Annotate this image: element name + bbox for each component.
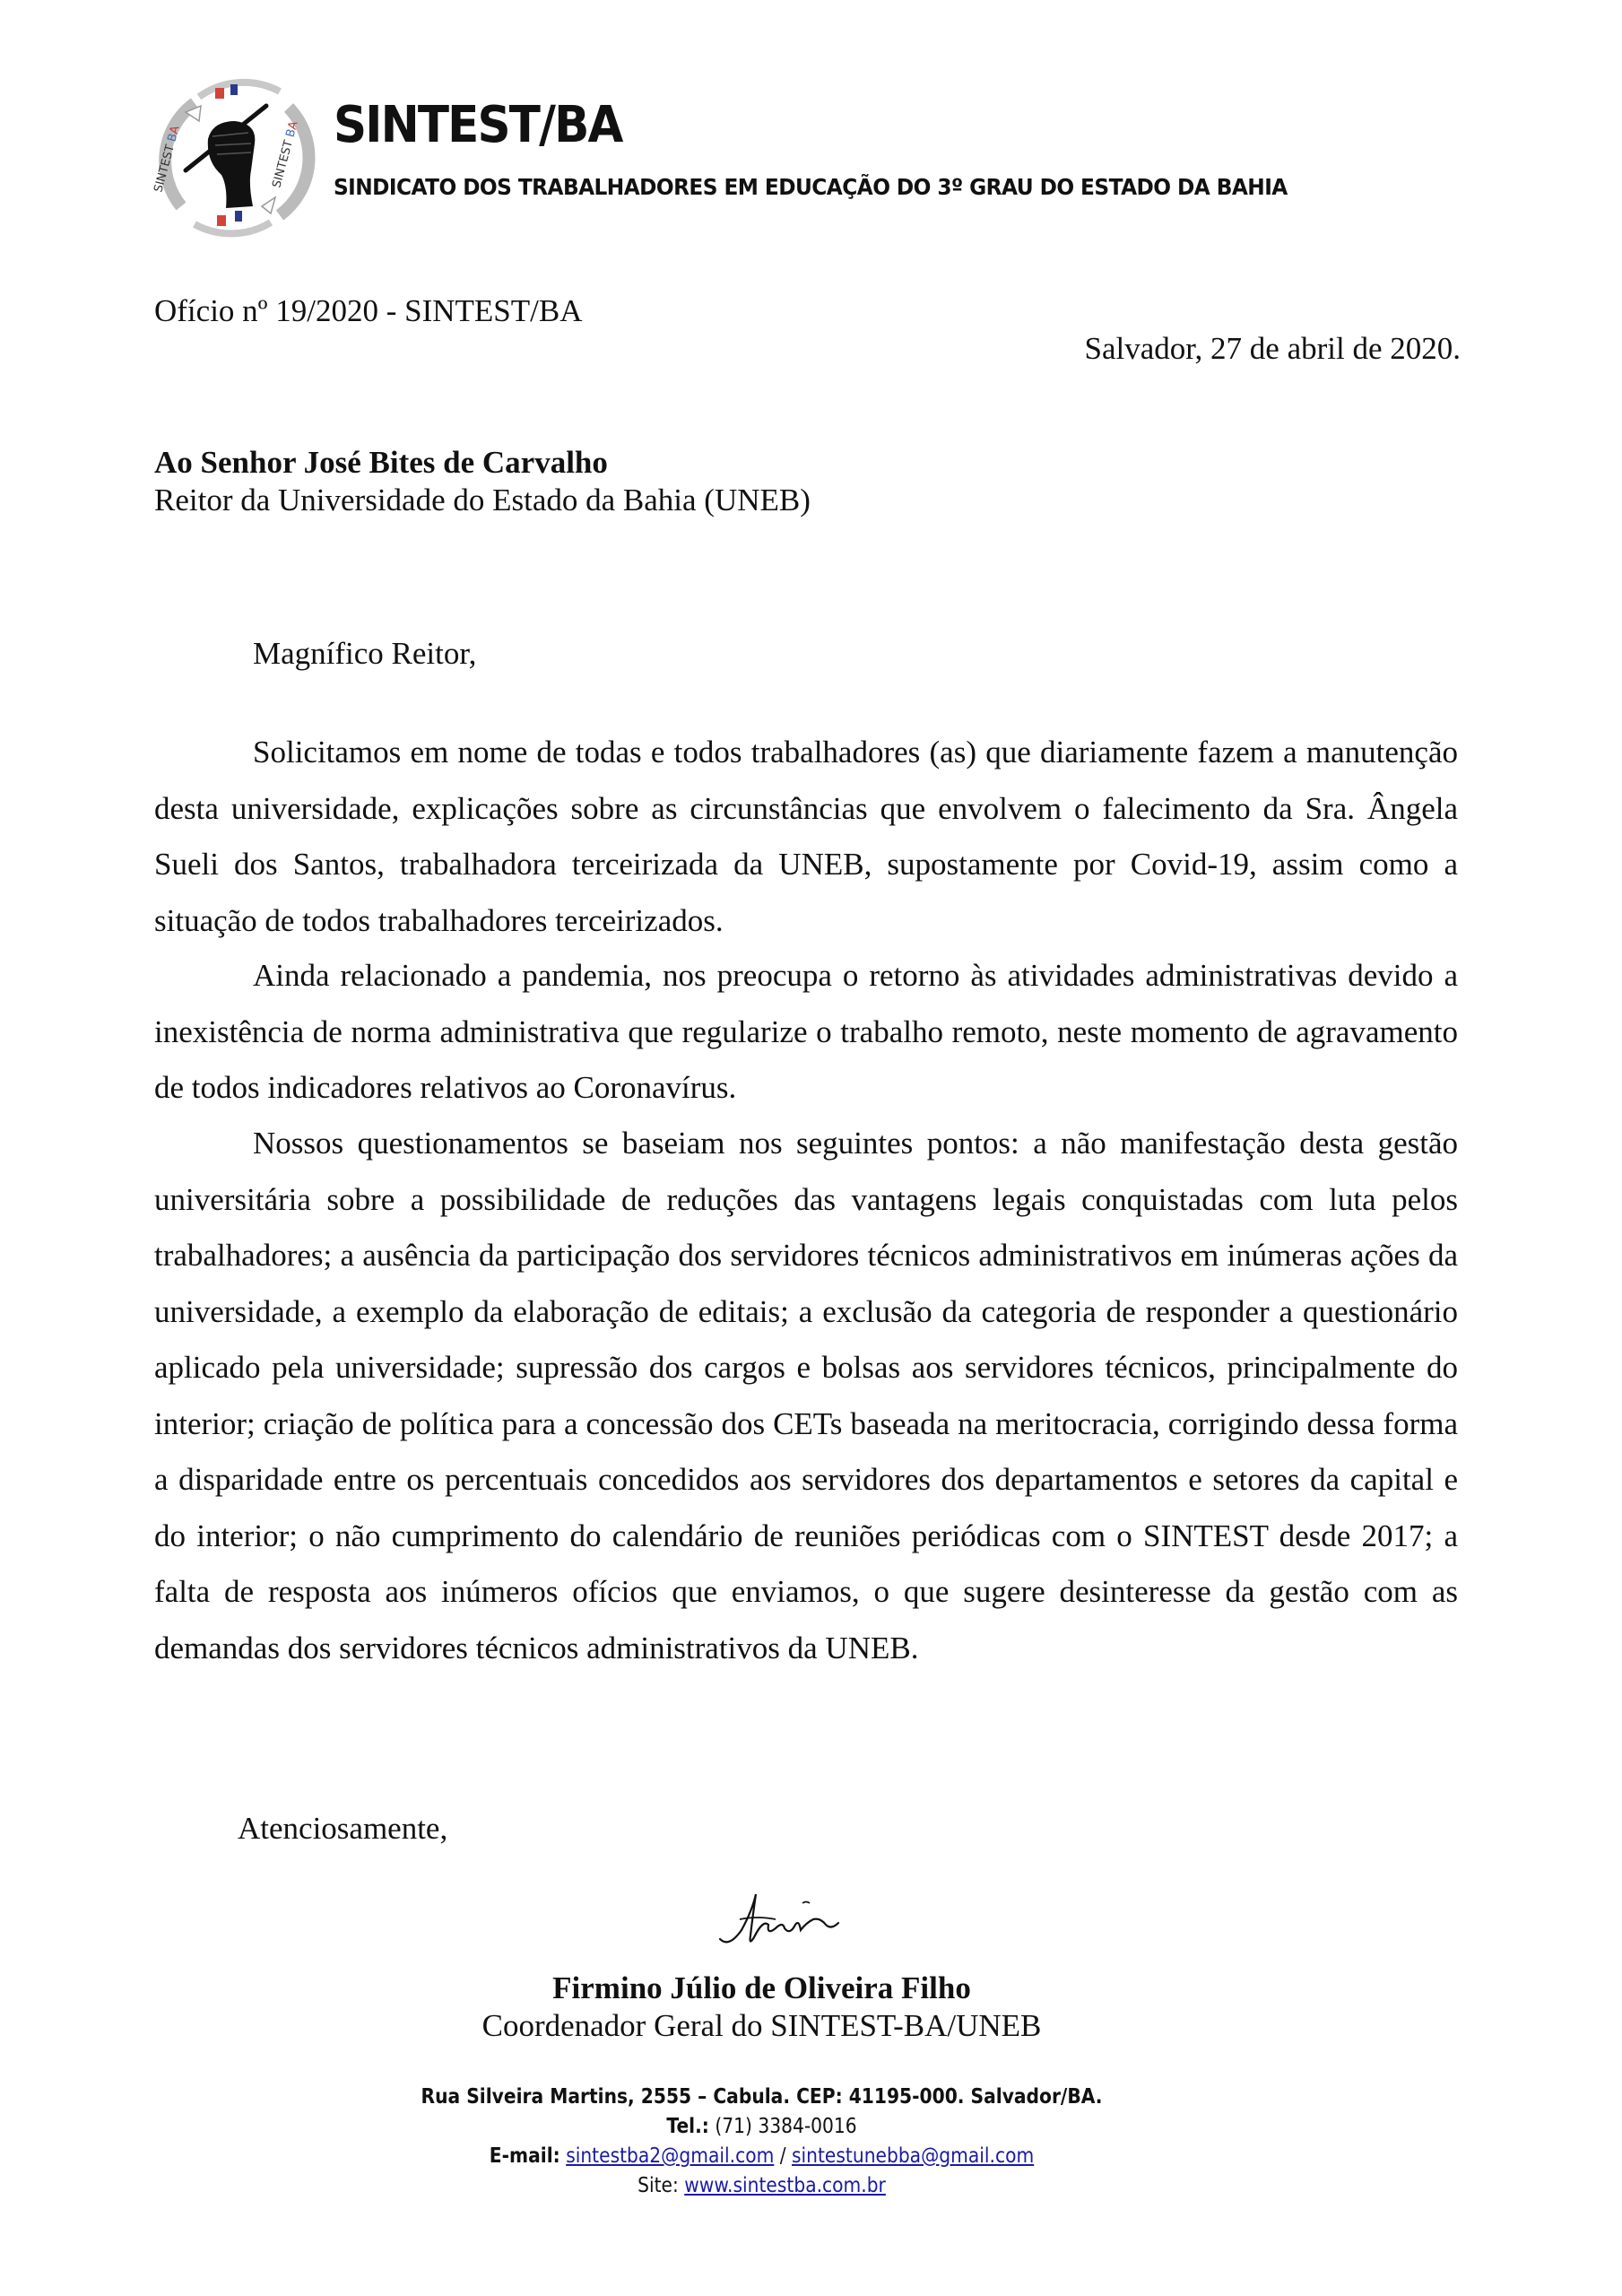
address-text: Rua Silveira Martins, 2555 – Cabula. CEP: 41195-000. Salvador/BA.	[421, 2085, 1103, 2109]
letter-date: Salvador, 27 de abril de 2020.	[1084, 331, 1461, 366]
email-link-1[interactable]: sintestba2@gmail.com	[566, 2144, 775, 2168]
footer-phone	[4, 2112, 1519, 2142]
oficio-number: Ofício nº 19/2020 - SINTEST/BA	[154, 293, 583, 328]
closing: Atenciosamente,	[238, 1811, 448, 1846]
paragraph-text: Solicitamos em nome de todas e todos trabalhadores (as) que diariamente fazem a manutenção desta universidade, explicações sobre as circunstâncias que envolvem o falecimento da Sra. Ângela Sueli dos Santos, trabalhadora terceirizada da UNEB, supostamente por Covid-19, assim como a situação de todos trabalhadores terceirizados.	[154, 735, 1458, 938]
addressee-title: Reitor da Universidade do Estado da Bahia (UNEB)	[154, 483, 811, 517]
svg-text:SINTEST BA: SINTEST BA	[152, 124, 183, 195]
signer-block	[0, 1970, 1622, 2007]
signer-name: Firmino Júlio de Oliveira Filho	[552, 1970, 971, 2005]
body-paragraph	[154, 725, 1458, 949]
signer-role: Coordenador Geral do SINTEST-BA/UNEB	[481, 2008, 1042, 2043]
body-paragraph	[154, 1116, 1458, 1676]
tel-number: (71) 3384-0016	[715, 2115, 857, 2138]
paragraph-text: Ainda relacionado a pandemia, nos preocupa o retorno às atividades administrativas devido a inexistência de norma administrativa que regularize o trabalho remoto, neste momento de agravamento de todos indicadores relativos ao Coronavírus.	[154, 958, 1458, 1105]
body-paragraph	[154, 948, 1458, 1117]
email-link-2[interactable]: sintestunebba@gmail.com	[791, 2144, 1035, 2168]
footer-address	[4, 2083, 1519, 2112]
svg-text:SINTEST BA: SINTEST BA	[270, 119, 301, 190]
site-link[interactable]: www.sintestba.com.br	[684, 2174, 886, 2197]
email-label: E-mail:	[489, 2144, 560, 2168]
signer-role-block	[0, 2007, 1622, 2045]
addressee-name: Ao Senhor José Bites de Carvalho	[154, 445, 608, 480]
paragraph-text: Nossos questionamentos se baseiam nos seguintes pontos: a não manifestação desta gestão universitária sobre a possibilidade de reduções das vantagens legais conquistadas com luta pelos trabalhadores; a ausência da participação dos servidores técnicos administrativos em inúmeras ações da universidade, a exemplo da elaboração de editais; a exclusão da categoria de responder a questionário aplicado pela universidade; supressão dos cargos e bolsas aos servidores técnicos, principalmente do interior; criação de política para a concessão dos CETs baseada na meritocracia, corrigindo dessa forma a disparidade entre os percentuais concedidos aos servidores dos departamentos e setores da capital e do interior; o não cumprimento do calendário de reuniões periódicas com o SINTEST desde 2017; a falta de resposta aos inúmeros ofícios que enviamos, o que sugere desinteresse da gestão com as demandas dos servidores técnicos administrativos da UNEB.	[154, 1126, 1458, 1665]
logo-arrow-bottom	[195, 222, 271, 233]
email-separator: /	[779, 2144, 786, 2168]
org-name: SINTEST/BA	[334, 96, 622, 154]
tel-label: Tel.:	[666, 2115, 709, 2138]
handwritten-signature	[713, 1883, 892, 1955]
site-label: Site:	[638, 2174, 679, 2197]
logo-arrow-top	[199, 83, 280, 97]
footer-email	[4, 2142, 1519, 2171]
letter-footer	[0, 2083, 1622, 2201]
org-full-name: SINDICATO DOS TRABALHADORES EM EDUCAÇÃO DO 3º GRAU DO ESTADO DA BAHIA	[334, 174, 1288, 200]
sintest-logo	[145, 72, 325, 242]
footer-site	[4, 2171, 1519, 2201]
salutation: Magnífico Reitor,	[253, 636, 477, 671]
